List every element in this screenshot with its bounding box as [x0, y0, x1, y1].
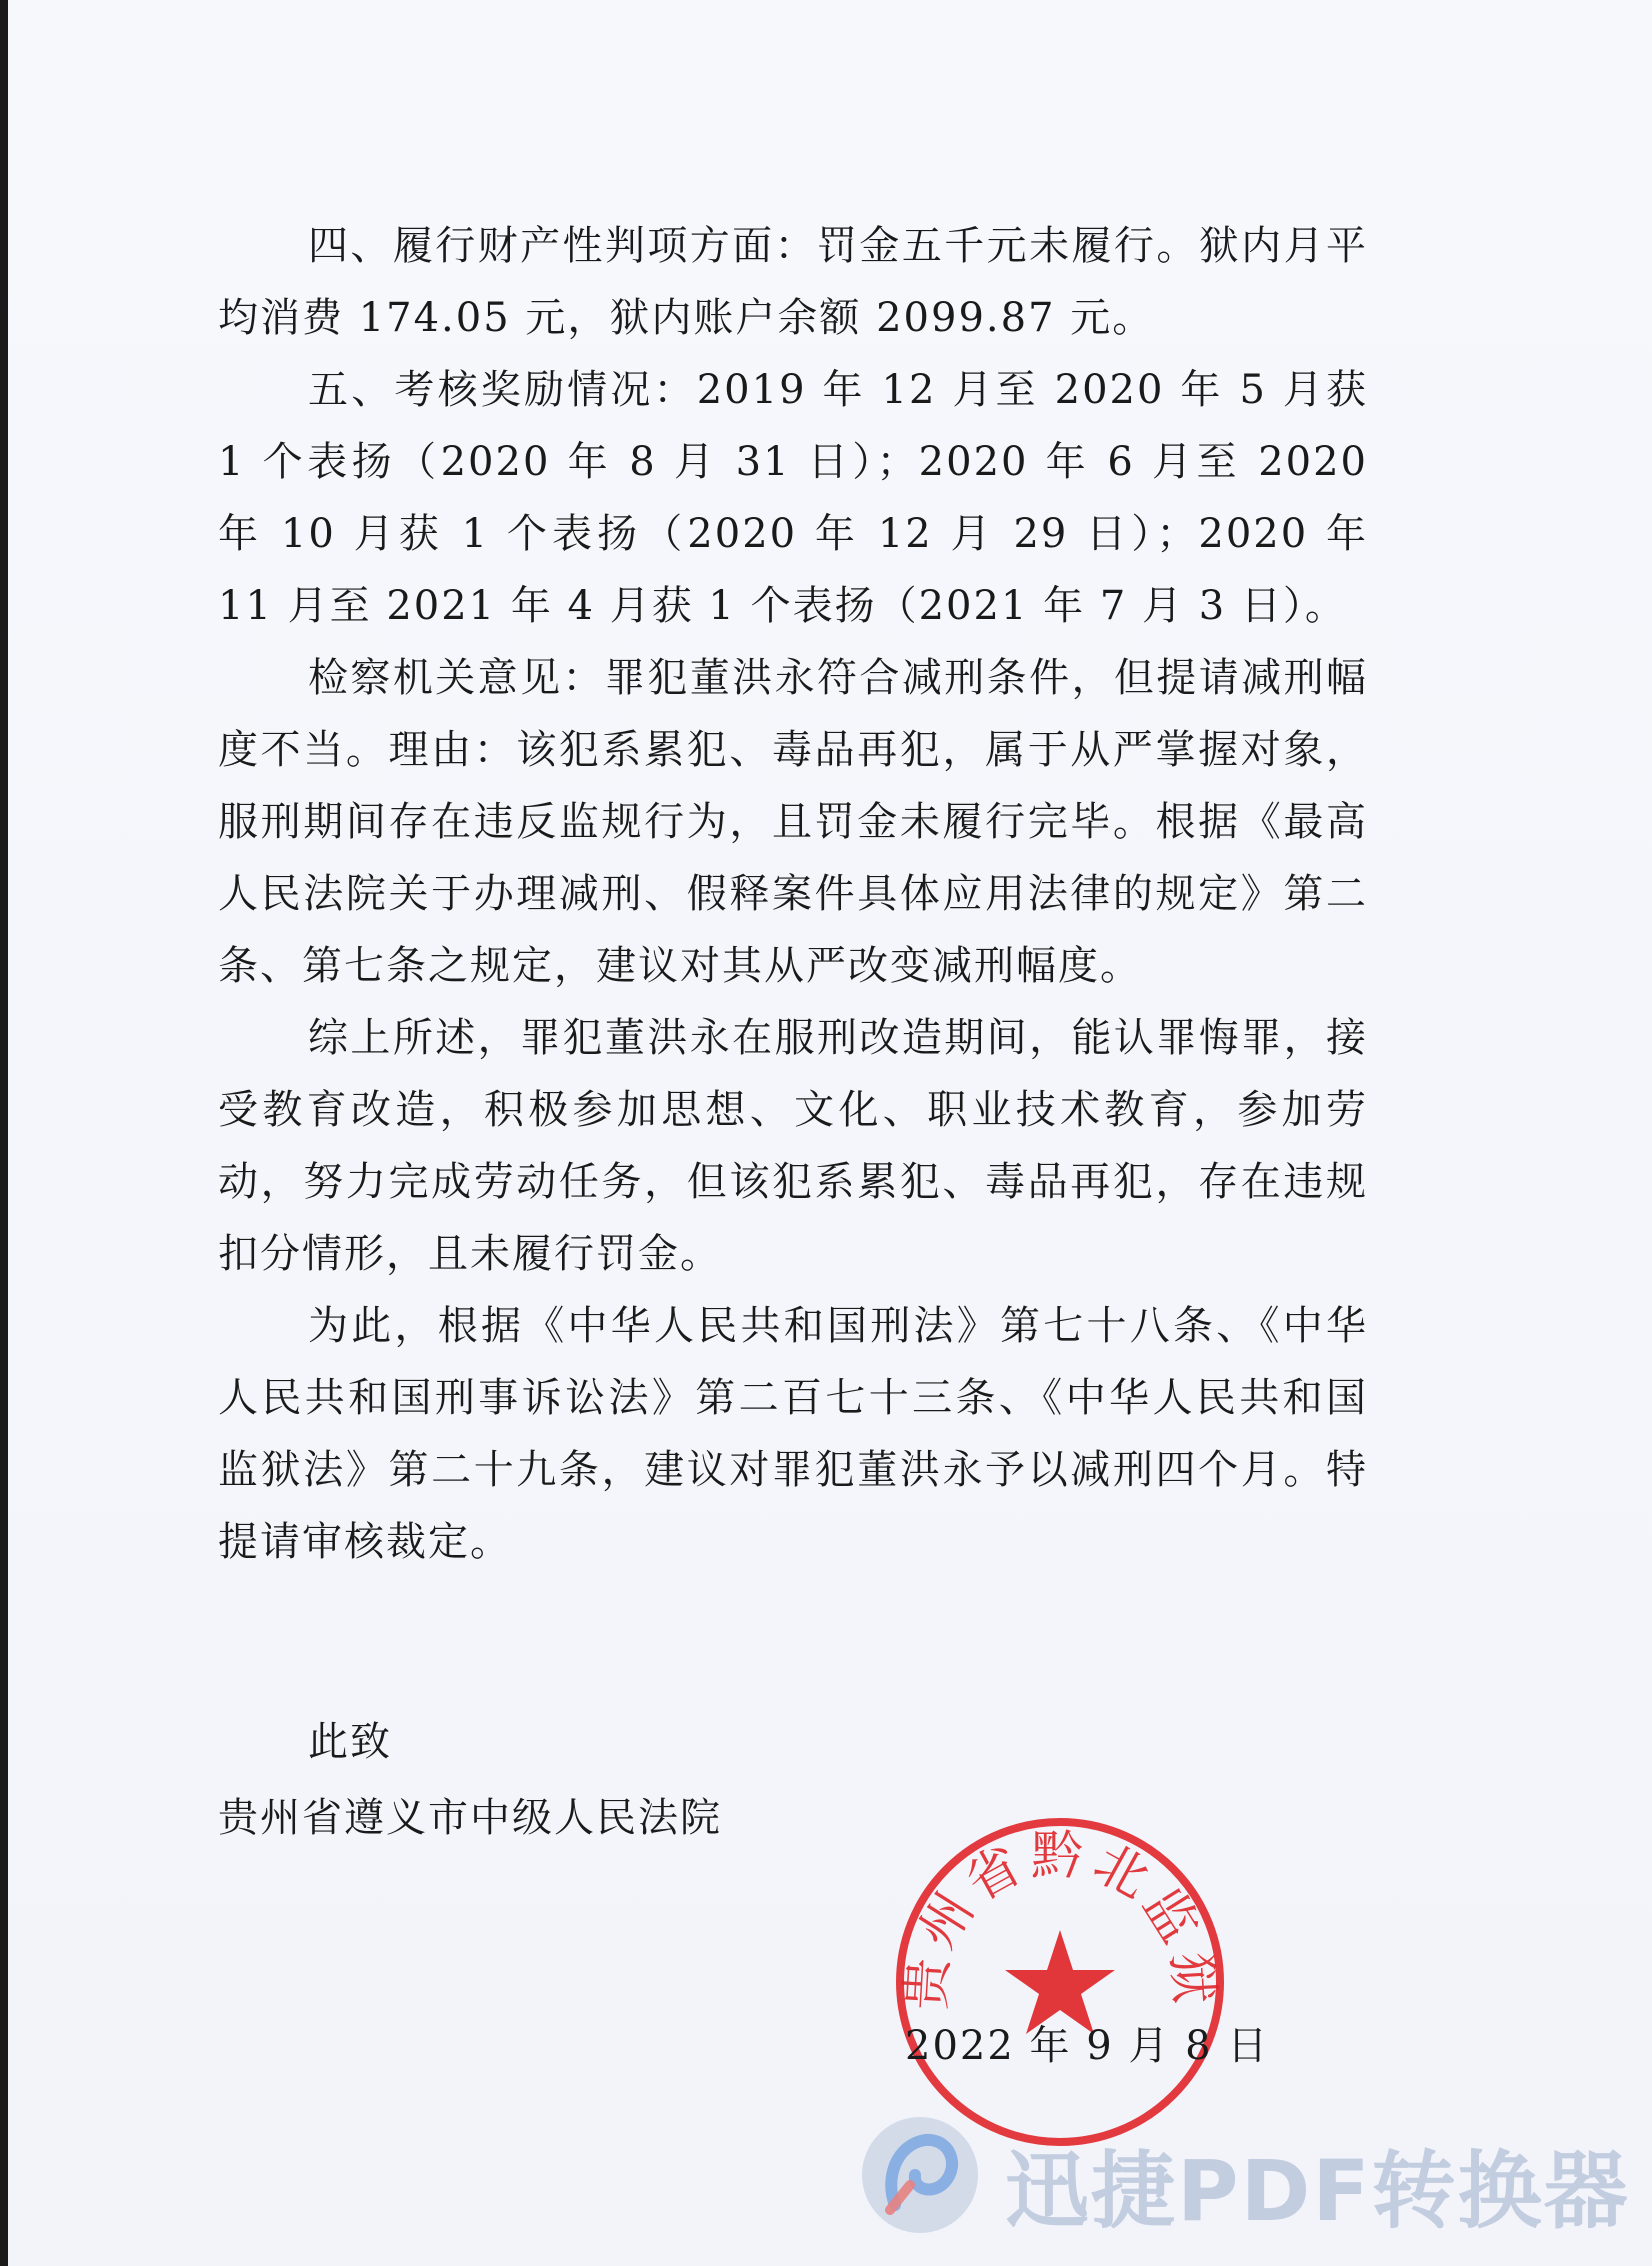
svg-text:贵州省黔北监狱: 贵州省黔北监狱 — [896, 1826, 1224, 2012]
paragraph-rewards: 五、考核奖励情况：2019 年 12 月至 2020 年 5 月获 1 个表扬（2020 年 8 月 31 日）；2020 年 6 月至 2020 年 10 月获 1 个表扬（2020 年 12 月 29 日）；2020 年 11 月至 2021 年 4 月获 1 个表扬（2021 年 7 月 3 日）。 — [218, 367, 1368, 629]
converter-watermark — [855, 2110, 1635, 2240]
official-seal — [890, 1812, 1230, 2152]
paragraph-procuratorate-opinion: 检察机关意见：罪犯董洪永符合减刑条件，但提请减刑幅度不当。理由：该犯系累犯、毒品再犯，属于从严掌握对象，服刑期间存在违反监规行为，且罚金未履行完毕。根据《最高人民法院关于办理减刑、假释案件具体应用法律的规定》第二条、第七条之规定，建议对其从严改变减刑幅度。 — [218, 655, 1368, 989]
scan-edge — [0, 0, 8, 2266]
paragraph-property-judgment: 四、履行财产性判项方面：罚金五千元未履行。狱内月平均消费 174.05 元，狱内账户余额 2099.87 元。 — [218, 223, 1368, 341]
watermark-text: 迅捷PDF转换器 — [1005, 2142, 1630, 2240]
closing-salutation: 此致 — [308, 1719, 392, 1765]
paragraph-conclusion: 为此，根据《中华人民共和国刑法》第七十八条、《中华人民共和国刑事诉讼法》第二百七十三条、《中华人民共和国监狱法》第二十九条，建议对罪犯董洪永予以减刑四个月。特提请审核裁定。 — [218, 1303, 1368, 1565]
recipient-court: 贵州省遵义市中级人民法院 — [218, 1795, 722, 1841]
document-date: 2022 年 9 月 8 日 — [905, 2023, 1270, 2069]
paragraph-summary: 综上所述，罪犯董洪永在服刑改造期间，能认罪悔罪，接受教育改造，积极参加思想、文化、职业技术教育，参加劳动，努力完成劳动任务，但该犯系累犯、毒品再犯，存在违规扣分情形，且未履行罚金。 — [218, 1015, 1368, 1277]
converter-logo-icon — [855, 2110, 985, 2240]
document-body — [218, 210, 1368, 1578]
